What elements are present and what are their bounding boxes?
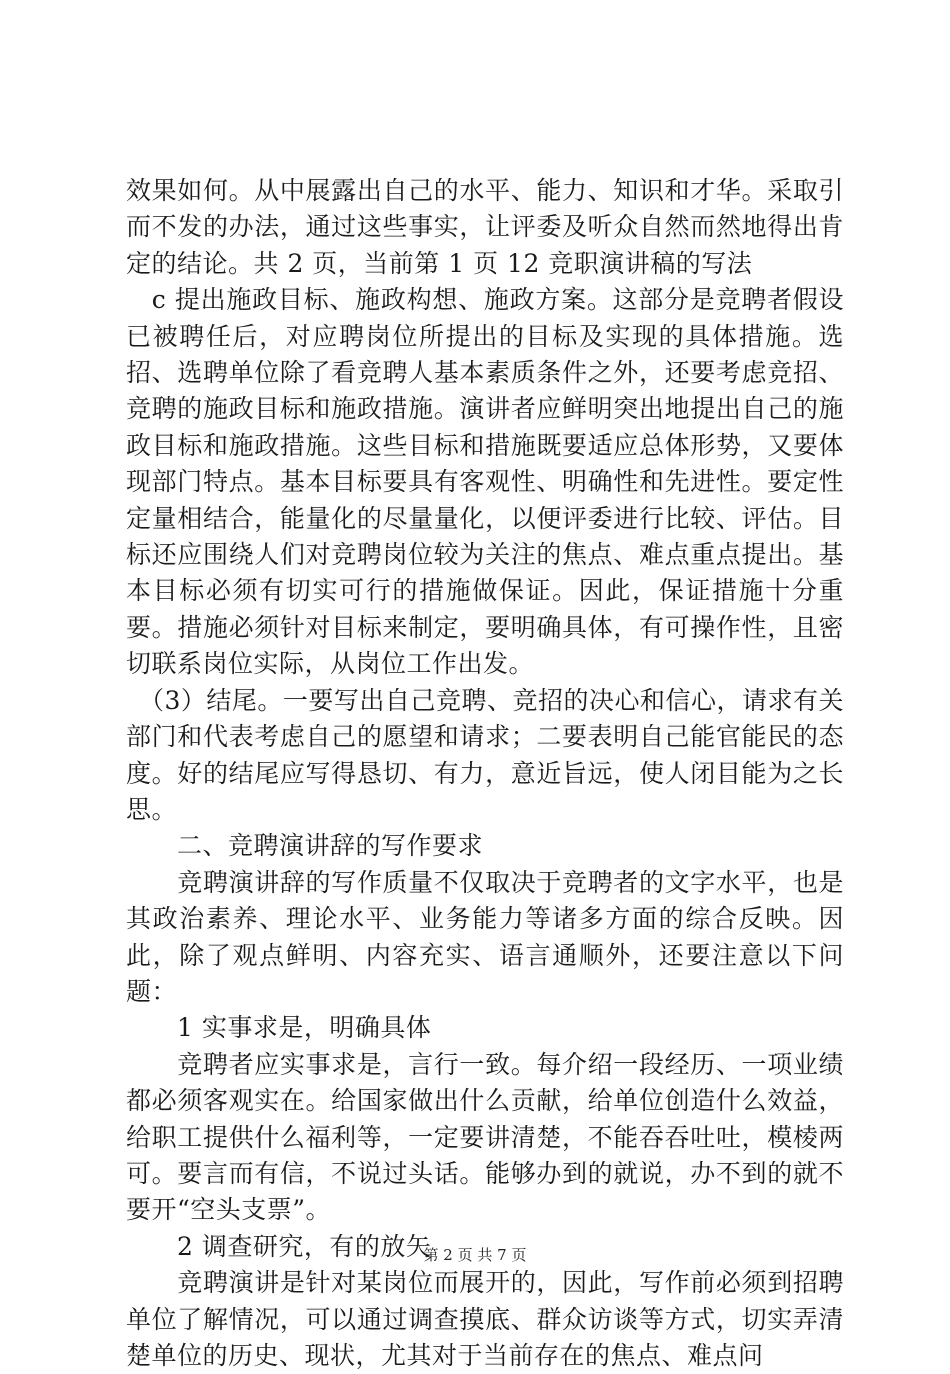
section-heading: 二、竞聘演讲辞的写作要求 — [126, 831, 484, 861]
page-footer: 第 2 页 共 7 页 — [423, 1246, 527, 1264]
paragraph: （3）结尾。一要写出自己竞聘、竞招的决心和信心，请求有关部门和代表考虑自己的愿望和请求；二要表明自己能官能民的态度。好的结尾应写得恳切、有力，意近旨远，使人闭目能为之长思。 — [126, 685, 844, 824]
paragraph: 竞聘者应实事求是，言行一致。每介绍一段经历、一项业绩都必须客观实在。给国家做出什么贡献，给单位创造什么效益，给职工提供什么福利等，一定要讲清楚，不能吞吞吐吐，模棱两可。要言而有信，不说过头话。能够办到的就说，办不到的就不要开“空头支票”。 — [126, 1049, 844, 1225]
paragraph: 效果如何。从中展露出自己的水平、能力、知识和才华。采取引而不发的办法，通过这些事实，让评委及听众自然而然地得出肯定的结论。共 2 页，当前第 1 页 12 竞职演讲稿的写法 — [126, 176, 844, 278]
document-body — [126, 173, 844, 1374]
subsection-heading: 2 调查研究，有的放矢 — [126, 1231, 432, 1261]
paragraph: 竞聘演讲是针对某岗位而展开的，因此，写作前必须到招聘单位了解情况，可以通过调查摸底、群众访谈等方式，切实弄清楚单位的历史、现状，尤其对于当前存在的焦点、难点问 — [126, 1268, 844, 1370]
paragraph: 竞聘演讲辞的写作质量不仅取决于竞聘者的文字水平，也是其政治素养、理论水平、业务能力等诸多方面的综合反映。因此，除了观点鲜明、内容充实、语言通顺外，还要注意以下问题： — [126, 867, 844, 1006]
paragraph: c 提出施政目标、施政构想、施政方案。这部分是竞聘者假设已被聘任后，对应聘岗位所提出的目标及实现的具体措施。选招、选聘单位除了看竞聘人基本素质条件之外，还要考虑竞招、竞聘的施政目标和施政措施。演讲者应鲜明突出地提出自己的施政目标和施政措施。这些目标和措施既要适应总体形势，又要体现部门特点。基本目标要具有客观性、明确性和先进性。要定性定量相结合，能量化的尽量量化，以便评委进行比较、评估。目标还应围绕人们对竞聘岗位较为关注的焦点、难点重点提出。基本目标必须有切实可行的措施做保证。因此，保证措施十分重要。措施必须针对目标来制定，要明确具体，有可操作性，且密切联系岗位实际，从岗位工作出发。 — [126, 285, 844, 679]
subsection-heading: 1 实事求是，明确具体 — [126, 1013, 432, 1043]
